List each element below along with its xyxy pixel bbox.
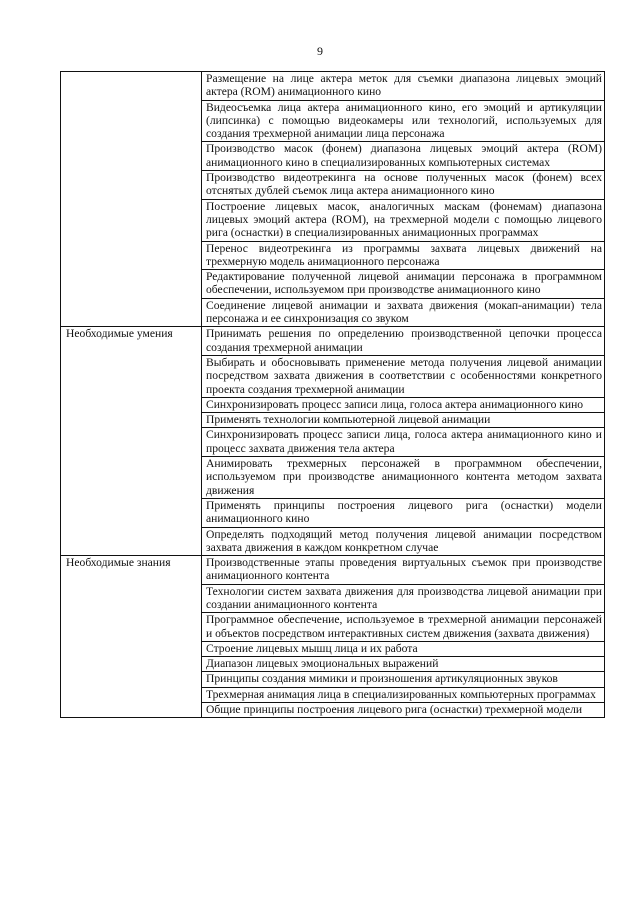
item-cell: Применять принципы построения лицевого рига (оснастки) модели анимационного кино: [202, 498, 605, 527]
item-cell: Построение лицевых масок, аналогичных маскам (фонемам) диапазона лицевых эмоций актера (ROM), на трехмерной модели с помощью лицевого рига (оснастки) в специализированных анимационных программах: [202, 199, 605, 241]
page-number: 9: [317, 44, 323, 58]
item-cell: Производство видеотрекинга на основе полученных масок (фонем) всех отснятых дублей съемок лица актера анимационного кино: [202, 171, 605, 200]
item-cell: Производство масок (фонем) диапазона лицевых эмоций актера (ROM) анимационного кино в специализированных компьютерных системах: [202, 142, 605, 171]
item-cell: Синхронизировать процесс записи лица, голоса актера анимационного кино: [202, 397, 605, 412]
item-cell: Производственные этапы проведения виртуальных съемок при производстве анимационного контента: [202, 556, 605, 585]
item-cell: Размещение на лице актера меток для съемки диапазона лицевых эмоций актера (ROM) анимационного кино: [202, 72, 605, 101]
item-cell: Видеосъемка лица актера анимационного кино, его эмоций и артикуляции (липсинка) с помощью видеокамеры или технологий, используемых для создания трехмерной анимации лица персонажа: [202, 100, 605, 142]
section-label: [61, 72, 202, 327]
item-cell: Трехмерная анимация лица в специализированных компьютерных программах: [202, 687, 605, 702]
competency-table: [60, 71, 605, 718]
item-cell: Перенос видеотрекинга из программы захвата лицевых движений на трехмерную модель анимационного персонажа: [202, 241, 605, 270]
table-row: [61, 556, 605, 585]
item-cell: Соединение лицевой анимации и захвата движения (мокап-анимации) тела персонажа и ее синхронизация со звуком: [202, 298, 605, 327]
item-cell: Редактирование полученной лицевой анимации персонажа в программном обеспечении, используемом при производстве анимационного кино: [202, 270, 605, 299]
item-cell: Строение лицевых мышц лица и их работа: [202, 641, 605, 656]
item-cell: Принципы создания мимики и произношения артикуляционных звуков: [202, 672, 605, 687]
item-cell: Программное обеспечение, используемое в трехмерной анимации персонажей и объектов посредством интерактивных систем движения (захвата движения): [202, 613, 605, 642]
table-row: [61, 72, 605, 101]
item-cell: Диапазон лицевых эмоциональных выражений: [202, 657, 605, 672]
section-label: Необходимые умения: [61, 327, 202, 556]
item-cell: Анимировать трехмерных персонажей в программном обеспечении, используемом при производстве анимационного контента методом захвата движения: [202, 457, 605, 499]
item-cell: Определять подходящий метод получения лицевой анимации посредством захвата движения в каждом конкретном случае: [202, 527, 605, 556]
item-cell: Технологии систем захвата движения для производства лицевой анимации при создании анимационного контента: [202, 584, 605, 613]
item-cell: Выбирать и обосновывать применение метода получения лицевой анимации посредством захвата движения в соответствии с особенностями конкретного проекта создания трехмерной анимации: [202, 355, 605, 397]
item-cell: Общие принципы построения лицевого рига (оснастки) трехмерной модели: [202, 703, 605, 718]
section-label: Необходимые знания: [61, 556, 202, 718]
item-cell: Принимать решения по определению производственной цепочки процесса создания трехмерной анимации: [202, 327, 605, 356]
item-cell: Синхронизировать процесс записи лица, голоса актера анимационного кино и процесс захвата движения тела актера: [202, 428, 605, 457]
item-cell: Применять технологии компьютерной лицевой анимации: [202, 413, 605, 428]
table-row: [61, 327, 605, 356]
